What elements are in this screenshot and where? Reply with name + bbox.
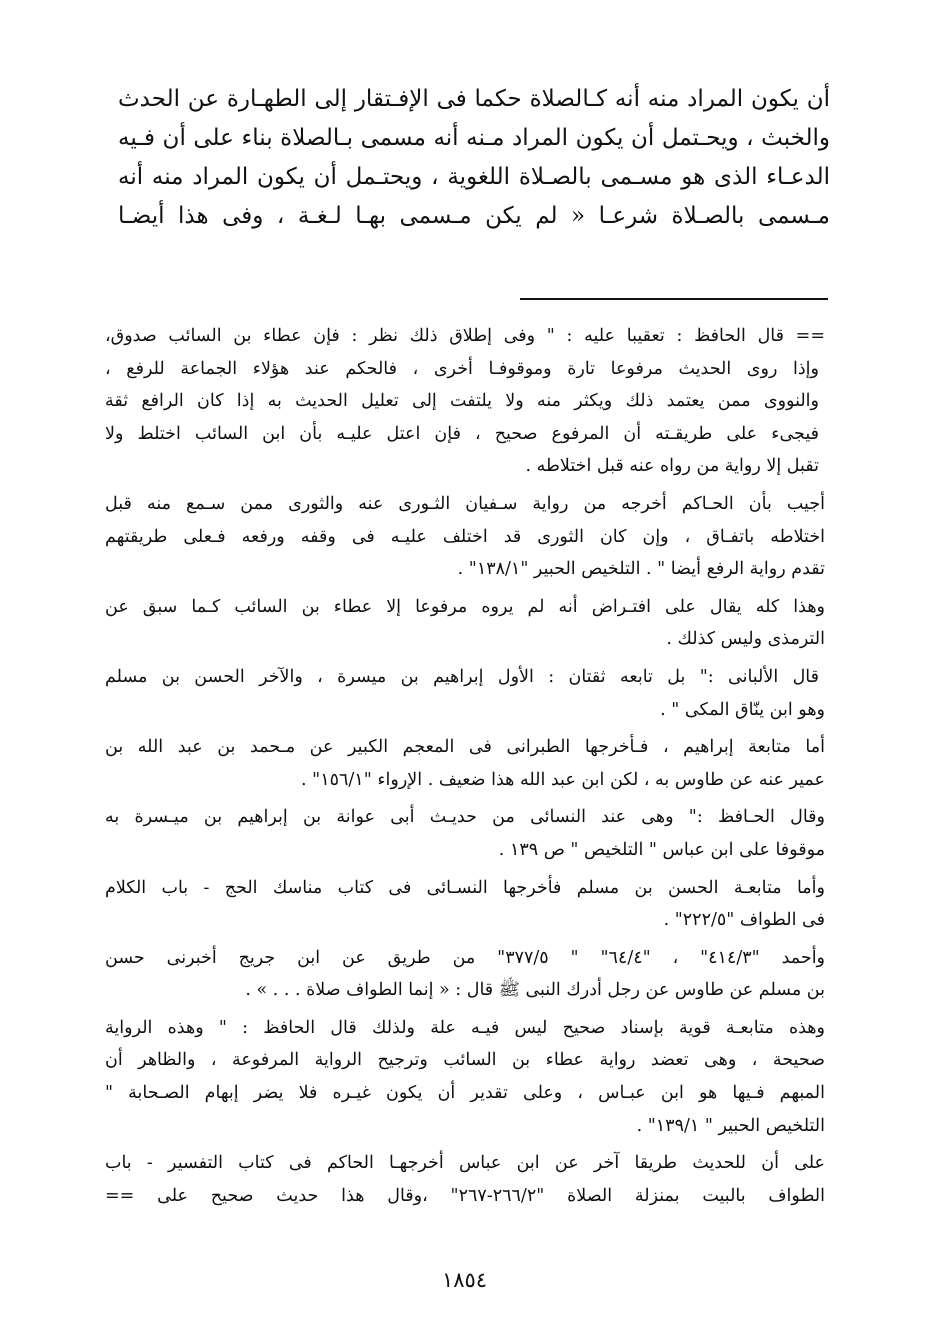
footnotes bbox=[105, 320, 825, 1217]
footnote-line: الترمذى وليس كذلك . bbox=[666, 629, 825, 650]
main-text-line: أن يكون المراد منه أنه كـالصلاة حكما فى الإفـتقار إلى الطهـارة عن الحدث bbox=[118, 86, 830, 112]
main-text-line: والخبث ، ويحـتمل أن يكون المراد مـنه أنه مسمى بـالصلاة بناء على أن فـيه bbox=[118, 125, 830, 151]
footnote-line: وقال الحـافظ :" وهى عند النسائى من حديـث أبى عوانة بن إبراهيم بن ميـسرة به bbox=[105, 807, 825, 828]
footnote-paragraph bbox=[105, 488, 825, 586]
footnote-line: قال الألبانى :" بل تابعه ثقتان : الأول إبراهيم بن ميسرة ، والآخر الحسن بن مسلم bbox=[105, 666, 819, 687]
page-number: ١٨٥٤ bbox=[441, 1268, 488, 1292]
main-text bbox=[118, 80, 830, 236]
footnote-line: أجيب بأن الحـاكم أخرجه من رواية سـفيان الثـورى عنه والثورى ممن سـمع منه قبل bbox=[105, 493, 825, 514]
footnote-line: الطواف بالبيت بمنزلة الصلاة "٢٦٦/٢-٢٦٧" ،وقال هذا حديث صحيح على == bbox=[105, 1185, 825, 1206]
footnote-paragraph bbox=[105, 591, 825, 656]
footnote-paragraph bbox=[105, 801, 825, 866]
footnote-line: على أن للحديث طريقا آخر عن ابن عباس أخرجهـا الحاكم فى كتاب التفسير - باب bbox=[105, 1153, 825, 1174]
footnote-paragraph bbox=[105, 872, 825, 937]
main-text-line: مـسمى بالصـلاة شرعـا « لم يكن مـسمى بهـا لـغـة ، وفى هذا أيضـا bbox=[118, 203, 830, 229]
footnote-line: أما متابعة إبراهيم ، فـأخرجها الطبرانى فى المعجم الكبير عن مـحمد بن عبد الله بن bbox=[105, 737, 825, 758]
footnote-line: بن مسلم عن طاوس عن رجل أدرك النبى ﷺ قال : « إنما الطواف صلاة . . . » . bbox=[245, 980, 825, 1001]
footnote-paragraph bbox=[105, 1147, 825, 1212]
footnote-line: فيجىء على طريقـته أن المرفوع صحيح ، فإن اعتل عليـه بأن ابن السائب اختلط ولا bbox=[105, 423, 819, 444]
footnote-line: عمير عنه عن طاوس به ، لكن ابن عبد الله هذا ضعيف . الإرواء "١٥٦/١" . bbox=[301, 769, 825, 790]
footnote-line: وهذا كله يقال على افتـراض أنه لم يروه مرفوعا إلا عطاء بن السائب كـما سبق عن bbox=[105, 596, 825, 617]
footnote-line: وإذا روى الحديث مرفوعا تارة وموقوفـا أخرى ، فالحكم عند هؤلاء الجماعة للرفع ، bbox=[105, 358, 819, 379]
footnote-divider bbox=[520, 298, 828, 300]
footnote-line: وأما متابعـة الحسن بن مسلم فأخرجها النسـائى فى كتاب مناسك الحج - باب الكلام bbox=[105, 877, 825, 898]
footnote-line: موقوفا على ابن عباس " التلخيص " ص ١٣٩ . bbox=[498, 839, 825, 860]
footnote-line: فى الطواف "٢٢٢/٥" . bbox=[663, 910, 825, 931]
footnote-paragraph bbox=[105, 320, 825, 483]
footnote-line: والنووى ممن يعتمد ذلك ويكثر منه ولا يلتفت إلى تعليل الحديث به إذا كان الرافع ثقة bbox=[105, 391, 819, 412]
footnote-line: صحيحة ، وهى تعضد رواية عطاء بن السائب وترجيح الرواية المرفوعة ، والظاهر أن bbox=[105, 1050, 825, 1071]
footnote-paragraph bbox=[105, 942, 825, 1007]
footnote-paragraph bbox=[105, 661, 825, 726]
footnote-line: == قال الحافظ : تعقيبا عليه : " وفى إطلاق ذلك نظر : فإن عطاء بن السائب صدوق، bbox=[105, 326, 825, 346]
footnote-line: وهو ابن ينّاق المكى " . bbox=[660, 699, 825, 720]
footnote-paragraph bbox=[105, 731, 825, 796]
footnote-line: وأحمد "٤١٤/٣" ، "٦٤/٤" " ٣٧٧/٥" من طريق عن ابن جريج أخبرنى حسن bbox=[105, 947, 826, 968]
footnote-paragraph bbox=[105, 1012, 825, 1142]
footnote-line: تقبل إلا رواية من رواه عنه قبل اختلاطه . bbox=[525, 456, 819, 477]
footnote-line: التلخيص الحبير " ١٣٩/١" . bbox=[636, 1115, 825, 1136]
footnote-line: تقدم رواية الرفع أيضا " . التلخيص الحبير "١٣٨/١" . bbox=[457, 559, 825, 580]
footnote-line: وهذه متابعـة قوية بإسناد صحيح ليس فيـه علة ولذلك قال الحافظ : " وهذه الرواية bbox=[105, 1017, 825, 1038]
footnote-line: اختلاطه باتفـاق ، وإن كان الثورى قد اختلف عليـه فى وقفه ورفعه فـعلى طريقتهم bbox=[105, 526, 825, 547]
footnote-line: المبهم فـيها هو ابن عبـاس ، وعلى تقدير أن يكون غيـره فلا يضر إبهام الصـحابة " bbox=[105, 1083, 825, 1104]
main-text-line: الدعـاء الذى هو مسـمى بالصـلاة اللغوية ، ويحتـمل أن يكون المراد منه أنه bbox=[118, 164, 830, 190]
